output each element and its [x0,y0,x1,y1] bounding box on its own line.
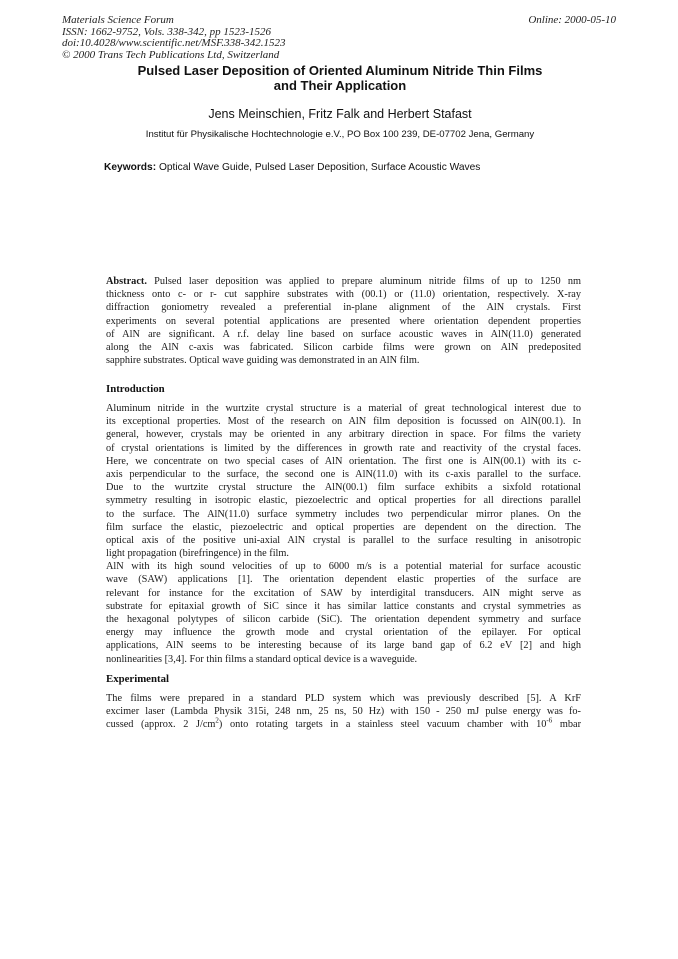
introduction-text [106,402,581,666]
experimental-heading: Experimental [106,673,169,685]
intro-line: of crystal orientations is limited by the differences in growth rate and reactivity of the crystal faces. [106,442,581,454]
publication-info [62,15,362,61]
abstract-line: thickness onto c- or r- cut sapphire substrates with (00.1) or (11.0) orientation, respectively. X-ray [106,289,581,301]
online-date: Online: 2000-05-10 [528,14,616,26]
intro-line: general, however, crystals may be oriented in any arbitrary direction in space. For films the variety [106,429,581,441]
introduction-heading: Introduction [106,383,165,395]
intro-line: Here, we concentrate on two special cases of AlN orientation. The first one is AlN(00.1) with its c- [106,455,581,467]
journal-name: Materials Science Forum [62,14,174,26]
intro-line: Due to the wurtzite crystal structure the AlN(00.1) film surface exhibits a sixfold rotational [106,482,581,494]
intro-line: wave (SAW) applications [1]. The orientation dependent elastic properties of the surface are [106,574,581,586]
author-list: Jens Meinschien, Fritz Falk and Herbert Stafast [208,107,472,121]
keywords-text: Optical Wave Guide, Pulsed Laser Deposition, Surface Acoustic Waves [158,162,481,173]
abstract-line: Abstract. Pulsed laser deposition was applied to prepare aluminum nitride films of up to 1250 nm [106,276,581,287]
intro-line: relevant for instance for the excitation of SAW by interdigital transducers. AlN might serve as [106,587,581,599]
paper-title [60,64,620,93]
title-line-2: and Their Application [273,77,407,93]
abstract-line: diffraction goniometry revealed a preferential in-plane alignment of the AlN crystals. First [106,302,581,314]
intro-line: substrate for epitaxial growth of SiC since it has similar lattice constants and crystal symmetries as [106,600,581,612]
affiliation: Institut für Physikalische Hochtechnologie e.V., PO Box 100 239, DE-07702 Jena, Germany [145,129,535,140]
abstract-line: of AlN are significant. A r.f. delay line based on surface acoustic waves in AlN(11.0) generated [106,328,581,340]
intro-line: AlN with its high sound velocities of up to 6000 m/s is a potential material for surface acoustic [106,561,581,573]
intro-line: axis perpendicular to the surface, the second one is AlN(11.0) with its c-axis parallel to the surface. [106,468,581,480]
intro-line: the hexagonal polytypes of silicon carbide (SiC). The orientation dependent symmetry and surface [106,614,581,625]
intro-line: applications, AlN seems to be interesting because of its large band gap of 6.2 eV [2] and high [106,640,581,652]
experimental-line: excimer laser (Lambda Physik 315i, 248 nm, 25 ns, 50 Hz) with 150 - 250 mJ pulse energy was fo- [106,706,581,718]
abstract-label: Abstract. [106,276,147,287]
abstract [106,275,581,367]
doi-line: doi:10.4028/www.scientific.net/MSF.338-342.1523 [62,37,286,49]
experimental-line: The films were prepared in a standard PLD system which was previously described [5]. A KrF [106,693,581,704]
intro-line: optical axis of the positive uni-axial AlN crystal is parallel to the surface resulting in anisotropic [106,534,581,546]
experimental-line: cussed (approx. 2 $J/cm^2$) onto rotating targets in a stainless steel vacuum chamber with $10^{-6}$ mbar [106,716,582,731]
issn-line: ISSN: 1662-9752, Vols. 338-342, pp 1523-1526 [62,25,271,38]
intro-line: Aluminum nitride in the wurtzite crystal structure is a material of great technological interest due to [106,403,581,414]
intro-line: light propagation (birefringence) in the film. [106,548,289,560]
keywords-label: Keywords: [104,162,157,173]
title-line-1: Pulsed Laser Deposition of Oriented Aluminum Nitride Thin Films [137,63,543,78]
keywords [104,162,604,173]
abstract-line: sapphire substrates. Optical wave guiding was demonstrated in an AlN film. [106,355,420,367]
abstract-line: along the AlN c-axis was fabricated. Silicon carbide films were grown on AlN predeposited [106,341,581,353]
abstract-line: experiments on several potential applications are presented where orientation dependent properties [106,315,581,327]
copyright-line: © 2000 Trans Tech Publications Ltd, Switzerland [62,48,280,61]
intro-line: its exceptional properties. Most of the research on AlN film deposition is focussed on AlN(00.1). In [106,416,581,428]
intro-line: to the surface. The AlN(11.0) surface symmetry includes two perpendicular mirror planes. On the [106,508,581,520]
intro-line: symmetry resulting in isotropic elastic, piezoelectric and optical properties for all directions parallel [106,495,581,507]
intro-line: nonlinearities [3,4]. For thin films a standard optical device is a waveguide. [106,653,418,665]
intro-line: film surface the elastic, piezoelectric and optical properties are dependent on the direction. The [106,521,581,533]
experimental-text [106,692,581,732]
intro-line: energy may influence the growth mode and crystal orientation of the epilayer. For optical [106,627,581,639]
